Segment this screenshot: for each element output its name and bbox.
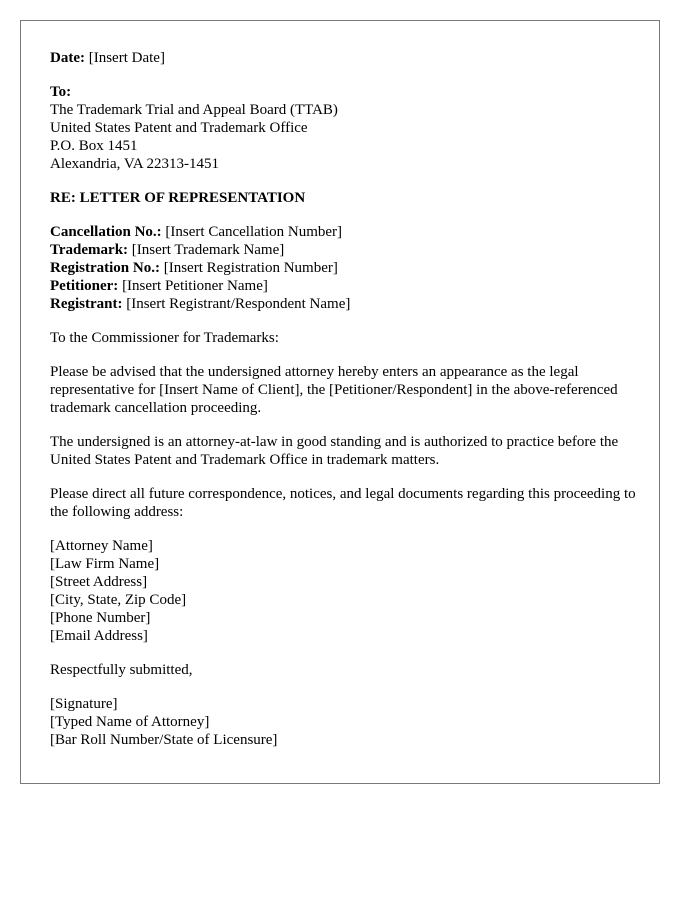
letter-page [20, 20, 660, 784]
case-field-label: Registrant: [50, 296, 123, 312]
case-field-label: Cancellation No.: [50, 224, 162, 240]
address-line: [Street Address] [50, 574, 148, 590]
letter-content [50, 49, 650, 765]
address-line: [Law Firm Name] [50, 556, 160, 572]
body-paragraph: The undersigned is an attorney-at-law in good standing and is authorized to practice before the United States Patent and Trademark Office in trademark matters. [50, 434, 619, 468]
recipient-line: United States Patent and Trademark Office [50, 120, 308, 136]
case-details [50, 223, 650, 313]
recipient-block [50, 83, 650, 173]
case-field-label: Trademark: [50, 242, 129, 258]
address-line: [Attorney Name] [50, 538, 153, 554]
case-field-label: Registration No.: [50, 260, 160, 276]
signature-line: [Bar Roll Number/State of Licensure] [50, 732, 278, 748]
re-heading: RE: LETTER OF REPRESENTATION [50, 190, 306, 206]
case-field-petitioner [50, 277, 650, 295]
address-line: [Phone Number] [50, 610, 151, 626]
to-label: To: [50, 84, 72, 100]
salutation: To the Commissioner for Trademarks: [50, 330, 279, 346]
closing: Respectfully submitted, [50, 662, 193, 678]
case-field-trademark [50, 241, 650, 259]
case-field-registrant [50, 295, 650, 313]
date-label: Date: [50, 50, 85, 66]
case-field-value: [Insert Petitioner Name] [122, 278, 268, 294]
re-block [50, 189, 650, 207]
recipient-line: The Trademark Trial and Appeal Board (TTAB) [50, 102, 338, 118]
recipient-line: P.O. Box 1451 [50, 138, 138, 154]
address-line: [City, State, Zip Code] [50, 592, 187, 608]
recipient-line: Alexandria, VA 22313-1451 [50, 156, 220, 172]
date-line [50, 49, 650, 67]
body-paragraph: Please direct all future correspondence, notices, and legal documents regarding this proceeding to the following address: [50, 486, 636, 520]
case-field-value: [Insert Registration Number] [163, 260, 338, 276]
signature-line: [Typed Name of Attorney] [50, 714, 210, 730]
case-field-cancellation [50, 223, 650, 241]
case-field-registration [50, 259, 650, 277]
case-field-label: Petitioner: [50, 278, 119, 294]
case-field-value: [Insert Registrant/Respondent Name] [126, 296, 351, 312]
attorney-address-block [50, 537, 650, 645]
case-field-value: [Insert Trademark Name] [131, 242, 285, 258]
case-field-value: [Insert Cancellation Number] [165, 224, 343, 240]
address-line: [Email Address] [50, 628, 148, 644]
date-value: [Insert Date] [88, 50, 165, 66]
signature-line: [Signature] [50, 696, 118, 712]
signature-block [50, 695, 650, 749]
body-paragraph: Please be advised that the undersigned attorney hereby enters an appearance as the legal representative for [Insert Name of Client], the [Petitioner/Respondent] in the above-referenced trademark cancellation proceeding. [50, 364, 618, 416]
